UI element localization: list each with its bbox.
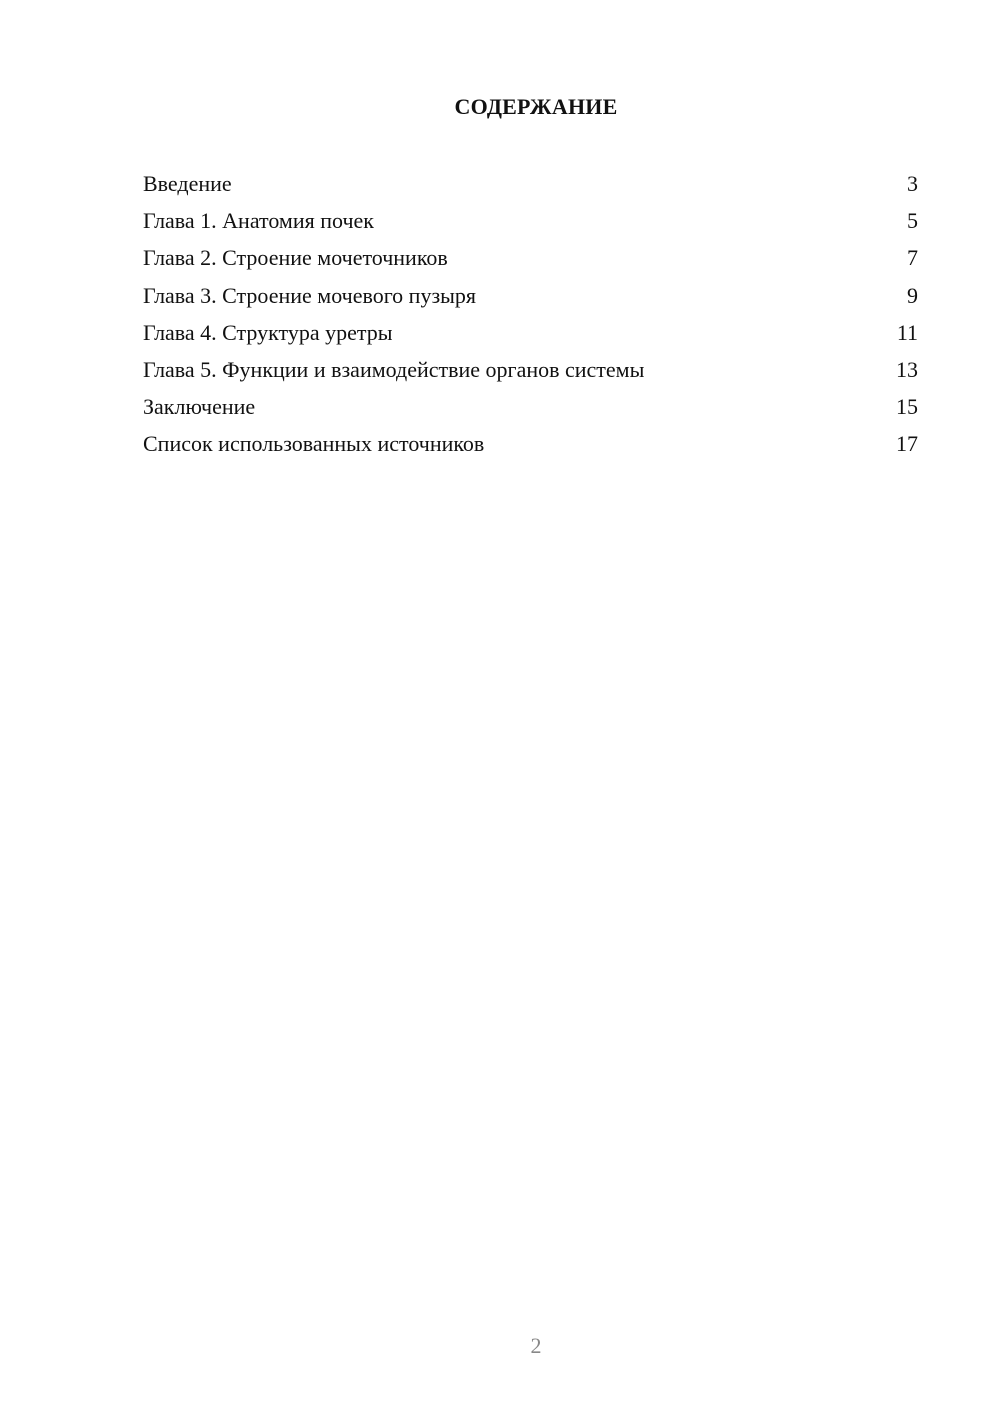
toc-entry-label: Глава 4. Структура уретры	[143, 319, 393, 345]
toc-entry-page-number: 13	[896, 356, 918, 382]
toc-entry-label: Заключение	[143, 394, 256, 420]
toc-entry-page-number: 15	[896, 394, 918, 420]
toc-entry-chapter-4[interactable]	[143, 317, 918, 354]
toc-entry-label: Глава 2. Строение мочеточников	[143, 245, 448, 271]
toc-entry-chapter-2[interactable]	[143, 242, 918, 279]
toc-entry-references[interactable]	[143, 428, 918, 465]
toc-entry-page-number: 11	[896, 319, 918, 345]
page-number: 2	[530, 1333, 542, 1358]
toc-entry-chapter-5[interactable]	[143, 354, 918, 391]
toc-entry-label: Глава 5. Функции и взаимодействие органов системы	[143, 356, 645, 382]
table-of-contents	[143, 168, 918, 466]
toc-entry-chapter-3[interactable]	[143, 280, 918, 317]
toc-title: СОДЕРЖАНИЕ	[454, 94, 618, 119]
toc-entry-page-number: 9	[907, 282, 918, 308]
toc-entry-chapter-1[interactable]	[143, 205, 918, 242]
toc-entry-introduction[interactable]	[143, 168, 918, 205]
toc-entry-page-number: 3	[907, 171, 918, 196]
toc-entry-page-number: 7	[907, 245, 918, 271]
toc-entry-label: Глава 3. Строение мочевого пузыря	[143, 282, 477, 308]
toc-entry-label: Глава 1. Анатомия почек	[143, 208, 374, 234]
toc-entry-conclusion[interactable]	[143, 391, 918, 428]
toc-entry-label: Введение	[143, 171, 232, 196]
toc-entry-label: Список использованных источников	[143, 431, 485, 457]
toc-entry-page-number: 17	[896, 431, 918, 457]
toc-entry-page-number: 5	[907, 208, 918, 234]
